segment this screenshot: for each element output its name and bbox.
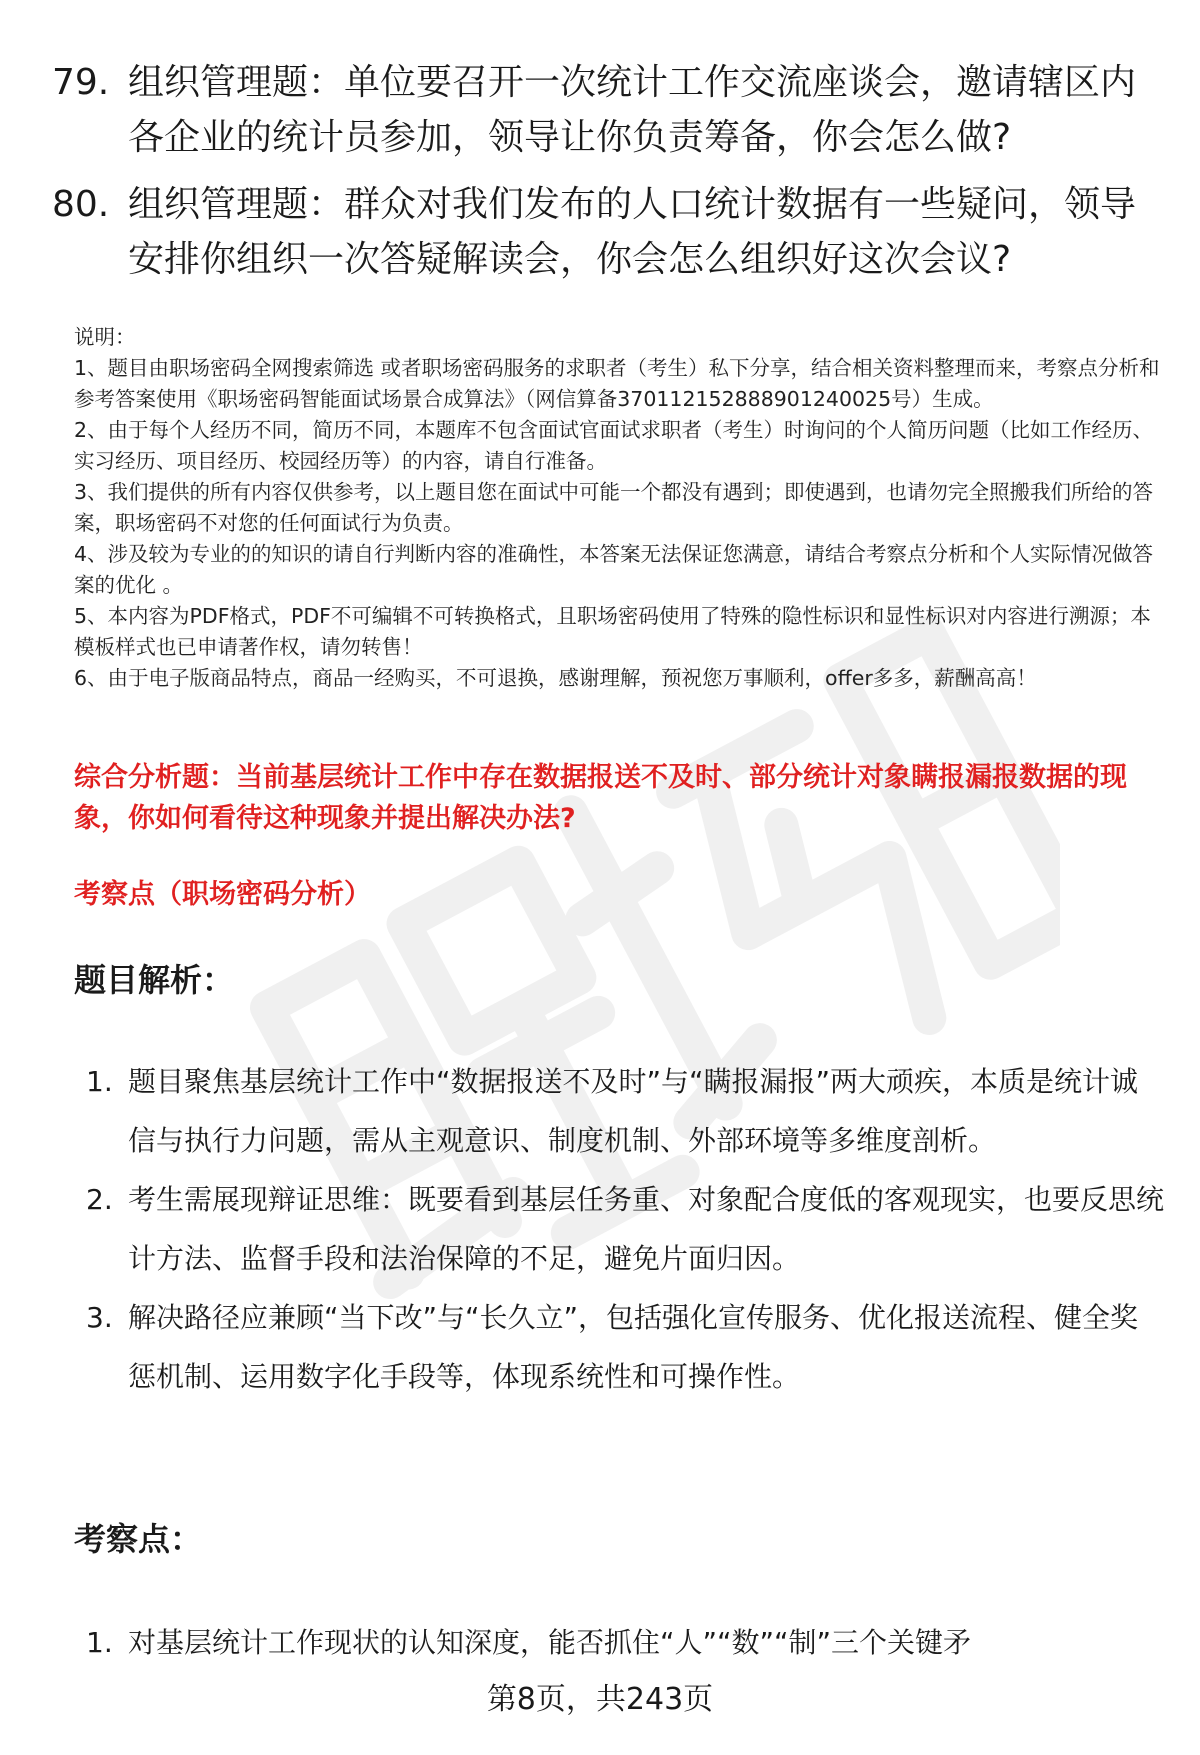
question-number: 80. [52,184,110,225]
analysis-list [86,1052,1166,1406]
notes-item: 6、由于电子版商品特点，商品一经购买，不可退换，感谢理解，预祝您万事顺利，offer多多，薪酬高高！ [74,666,1037,690]
list-number: 1. [86,1065,113,1098]
question-number: 79. [52,62,110,103]
list-number: 2. [86,1183,113,1216]
notes-block [74,322,1164,694]
notes-item: 3、我们提供的所有内容仅供参考，以上题目您在面试中可能一个都没有遇到；即使遇到，也请勿完全照搬我们所给的答案，职场密码不对您的任何面试行为负责。 [74,480,1154,535]
page-footer: 第8页，共243页 [486,1682,714,1717]
list-item [86,1613,1166,1672]
question-text: 组织管理题：群众对我们发布的人口统计数据有一些疑问，领导安排你组织一次答疑解读会，你会怎么组织好这次会议? [128,184,1137,280]
analysis-question: 综合分析题：当前基层统计工作中存在数据报送不及时、部分统计对象瞒报漏报数据的现象，你如何看待这种现象并提出解决办法? [74,762,1127,834]
section-heading: 考察点： [74,1520,203,1558]
list-text: 对基层统计工作现状的认知深度，能否抓住“人”“数”“制”三个关键矛 [128,1626,972,1659]
list-number: 1. [86,1626,113,1659]
section-heading: 题目解析： [74,961,235,999]
notes-item: 5、本内容为PDF格式，PDF不可编辑不可转换格式，且职场密码使用了特殊的隐性标识和显性标识对内容进行溯源；本模板样式也已申请著作权，请勿转售！ [74,604,1151,659]
question-list [52,55,1162,299]
notes-item: 2、由于每个人经历不同，简历不同，本题库不包含面试官面试求职者（考生）时询问的个人简历问题（比如工作经历、实习经历、项目经历、校园经历等）的内容，请自行准备。 [74,418,1154,473]
list-number: 3. [86,1301,113,1334]
list-text: 题目聚焦基层统计工作中“数据报送不及时”与“瞒报漏报”两大顽疾，本质是统计诚信与执行力问题，需从主观意识、制度机制、外部环境等多维度剖析。 [128,1065,1139,1157]
analysis-source: 考察点（职场密码分析） [74,879,371,910]
question-item [52,55,1162,165]
question-text: 组织管理题：单位要召开一次统计工作交流座谈会，邀请辖区内各企业的统计员参加，领导让你负责筹备，你会怎么做? [128,62,1137,158]
list-item [86,1052,1166,1170]
list-text: 解决路径应兼顾“当下改”与“长久立”，包括强化宣传服务、优化报送流程、健全奖惩机制、运用数字化手段等，体现系统性和可操作性。 [128,1301,1139,1393]
list-item [86,1170,1166,1288]
notes-item: 1、题目由职场密码全网搜索筛选 或者职场密码服务的求职者（考生）私下分享，结合相关资料整理而来，考察点分析和参考答案使用《职场密码智能面试场景合成算法》（网信算备370112152888901240025号）生成。 [74,356,1160,411]
notes-title: 说明： [74,325,136,349]
keypoint-list [86,1613,1166,1672]
question-item [52,177,1162,287]
notes-item: 4、涉及较为专业的的知识的请自行判断内容的准确性，本答案无法保证您满意，请结合考察点分析和个人实际情况做答案的优化 。 [74,542,1154,597]
list-text: 考生需展现辩证思维：既要看到基层任务重、对象配合度低的客观现实，也要反思统计方法、监督手段和法治保障的不足，避免片面归因。 [128,1183,1165,1275]
list-item [86,1288,1166,1406]
